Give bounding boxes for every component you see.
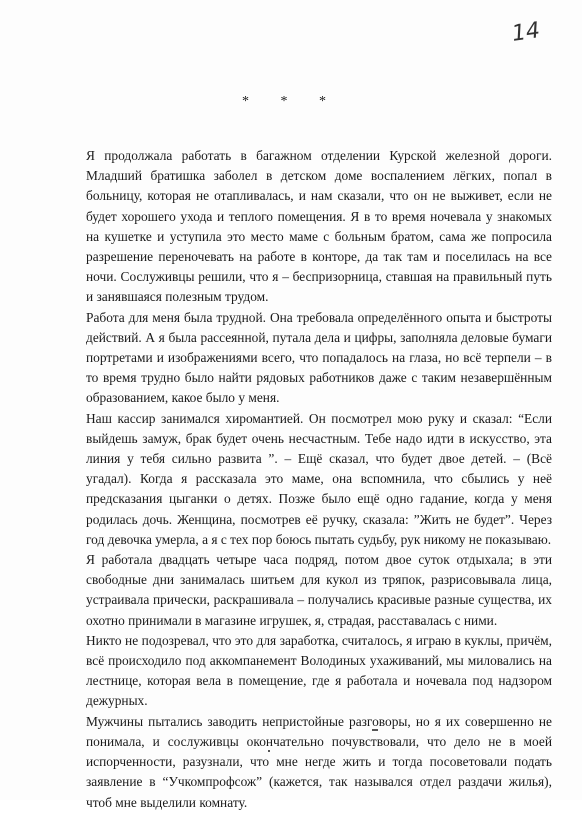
paragraph: Работа для меня была трудной. Она требовала определённого опыта и быстроты действий. А я была рассеянной, путала дела и цифры, заполняла деловые бумаги портретами и изображениями всего, что попадалось на глаза, но всё терпели – в то время трудно было найти рядовых работников даже с таким незавершённым образованием, какое было у меня. — [86, 309, 552, 406]
scan-speck — [372, 729, 378, 731]
scan-speck — [268, 750, 270, 752]
paragraph: Наш кассир занимался хиромантией. Он посмотрел мою руку и сказал: “Если выйдешь замуж, брак будет очень несчастным. Тебе надо идти в искусство, эта линия у тебя сильно развита ”. – Ещё сказал, что будет двое детей. – (Всё угадал). Когда я рассказала это маме, она вспомнила, что сбылись у неё предсказания цыганки о детях. Позже было ещё одно гадание, когда у меня родилась дочь. Женщина, посмотрев её ручку, сказала: ”Жить не будет”. Через год девочка умерла, а я с тех пор боюсь пытать судьбу, рук никому не показываю. — [86, 410, 552, 547]
paragraph: Я продолжала работать в багажном отделении Курской железной дороги. Младший братишка заболел в детском доме воспалением лёгких, попал в больницу, которая не отапливалась, и нам сказали, что он не выживет, если не будет хорошего ухода и теплого помещения. Я в то время ночевала у знакомых на кушетке и уступила это место маме с больным братом, сама же попросила разрешение переночевать на работе в конторе, да так там и поселилась на все ночи. Сослуживцы решили, что я – беспризорница, ставшая на правильный путь и занявшаяся полезным трудом. — [86, 148, 552, 305]
paragraph: Никто не подозревал, что это для заработка, считалось, я играю в куклы, причём, всё происходило под аккомпанемент Володиных ухаживаний, мы миловались на лестнице, которая вела в помещение, где я работала и ночевала под надзором дежурных. — [86, 632, 552, 709]
body-text — [86, 146, 552, 813]
paragraph: Я работала двадцать четыре часа подряд, потом двое суток отдыхала; в эти свободные дни занималась шитьем для кукол из тряпок, разрисовывала лица, устраивала прически, раскрашивала – получались красивые разные существа, их охотно принимали в магазине игрушек, я, страдая, расставалась с ними. — [86, 552, 552, 628]
handwritten-page-number: 14 — [510, 18, 542, 47]
section-separator: * * * — [242, 94, 340, 109]
paragraph: Мужчины пытались заводить непристойные разговоры, но я их совершенно не понимала, и сослуживцы окончательно почувствовали, что дело не в моей испорченности, разузнали, что мне негде жить и тогда посоветовали подать заявление в “Учкомпрофсож” (кажется, так назывался отдел раздачи жилья), чтоб мне выделили комнату. — [86, 713, 552, 810]
